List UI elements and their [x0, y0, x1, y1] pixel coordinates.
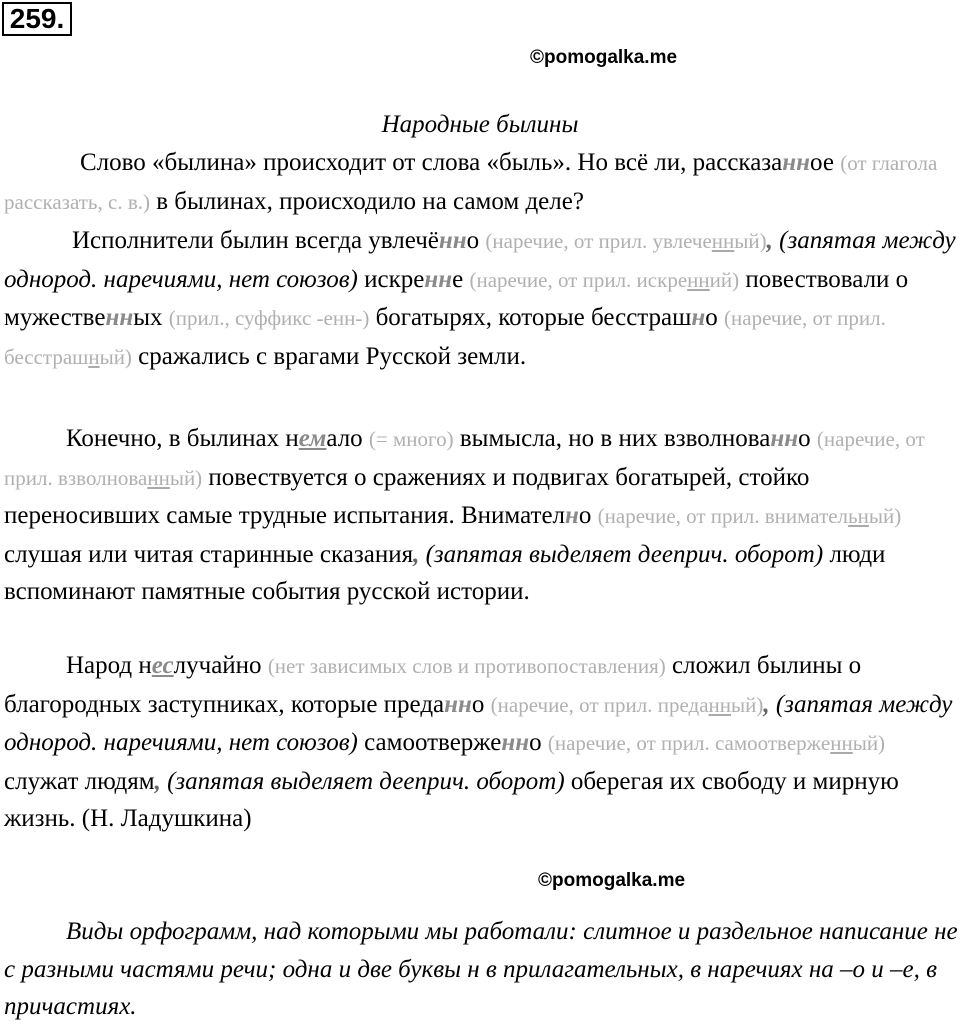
paragraph-3: [4, 420, 958, 611]
task-number-box: 259.: [2, 2, 72, 36]
p2-comment-2b: ий): [709, 267, 740, 292]
p3-text-d: слушая или читая старинные сказания: [4, 540, 414, 568]
p4-comment-3: [548, 731, 885, 755]
p1-orthogram: нн: [782, 149, 811, 176]
p2-comment-1u: нн: [711, 229, 735, 253]
p2-text-d-end: о: [705, 304, 725, 331]
p3-orthogram-c: н: [565, 502, 579, 529]
p2-comment-4u: н: [88, 344, 100, 369]
p3-orthogram-b: нн: [770, 425, 799, 452]
p2-italic-note: (запятая между однород. наречиями, нет союзов): [4, 227, 956, 293]
p4-orthogram-b: нн: [444, 690, 472, 718]
p2-comment-1a: (наречие, от прил. увлече: [485, 229, 712, 253]
p1-text: Слово «былина» происходит от слова «быль». Но всё ли, рассказа: [80, 149, 783, 176]
p2-comment-1b: ый): [734, 229, 767, 253]
p2-text-e: сражались с врагами Русской земли.: [131, 342, 527, 370]
p3-comment-1: (= много): [368, 427, 454, 451]
p2-text-c-end: ых: [133, 304, 169, 331]
p4-text-d: служат людям: [4, 767, 155, 795]
p3-orthogram-a: ем: [298, 425, 327, 452]
p4-text-a-end: лучайно: [173, 652, 268, 679]
p2-comment-3: (прил., суффикс -енн-): [168, 306, 370, 330]
p2-text-d: богатырях, которые бесстраш: [369, 304, 692, 331]
p3-comment-2b: ый): [169, 465, 203, 490]
p4-comment-3a: (наречие, от прил. самоотверже: [547, 731, 831, 755]
p4-comment-3u: нн: [830, 731, 853, 755]
p4-comment-2a: (наречие, от прил. преда: [490, 692, 709, 717]
p2-text-a-end: о: [466, 227, 486, 254]
p4-italic-note-1: (запятая между однород. наречиями, нет союзов): [4, 690, 953, 756]
p3-text-a: Конечно, в былинах н: [66, 425, 299, 452]
p4-text-c-end: о: [529, 729, 548, 756]
p2-comment-4b: ый): [99, 344, 132, 369]
p3-text-e: люди вспоминают памятные события русской истории.: [4, 540, 886, 605]
p2-comment-2a: (наречие, от прил. искре: [469, 267, 688, 292]
p2-text-b-end: е: [452, 265, 470, 293]
summary-text: Виды орфограмм, над которыми мы работали: слитное и раздельное написание не с разными частями речи; одна и две буквы н в прилагательных, в наречиях на –о и –е, в причастиях.: [4, 918, 958, 1020]
p2-comment-2u: нн: [687, 267, 710, 292]
p3-comment-3b: ый): [868, 504, 902, 528]
p4-comma-2: ,: [154, 767, 161, 795]
p3-text-a-end: ало: [326, 425, 369, 452]
p2-orthogram-a: нн: [438, 227, 467, 254]
p4-comment-3b: ый): [852, 731, 886, 755]
p3-comment-3a: (наречие, от прил. внимател: [597, 504, 849, 528]
p3-text-b: вымысла, но в них взволнова: [453, 425, 771, 452]
p4-italic-note-2: (запятая выделяет дееприч. оборот): [160, 767, 565, 795]
p2-comment-2: [469, 268, 739, 292]
p4-comment-2u: нн: [708, 692, 732, 717]
p4-orthogram-a: ес: [151, 652, 174, 679]
p2-orthogram-c: нн: [105, 304, 134, 331]
p3-italic-note: (запятая выделяет дееприч. оборот): [419, 540, 824, 568]
p3-comment-3: [598, 504, 902, 528]
watermark-top: ©pomogalka.me: [530, 47, 678, 68]
p4-text-c: самоотверже: [357, 729, 502, 756]
p4-comment-2: [491, 693, 764, 717]
p2-comment-1: [485, 229, 766, 253]
p2-comment-4a: (наречие, от прил. бесстраш: [4, 306, 886, 369]
summary-paragraph: [4, 913, 958, 1026]
p3-comment-2u: нн: [147, 465, 170, 490]
p1-comment: (от глагола рассказать, с. в.): [4, 151, 938, 214]
p4-text-e: оберегая их свободу и мирную жизнь. (Н. Ладушкина): [4, 767, 899, 832]
p2-text-c: повествовали о мужестве: [4, 265, 909, 331]
p4-orthogram-c: нн: [501, 729, 530, 756]
p4-text-b-end: о: [471, 690, 491, 718]
watermark-bottom: ©pomogalka.me: [538, 870, 686, 891]
p2-orthogram-d: н: [691, 304, 706, 331]
p2-comma-1: ,: [766, 227, 773, 254]
p4-comment-2b: ый): [731, 692, 764, 717]
p1-text-2: в былинах, происходило на самом деле?: [149, 187, 584, 215]
paragraph-4: [4, 647, 958, 838]
p3-comment-3u: ьн: [848, 504, 869, 528]
p3-text-c-end: о: [578, 502, 598, 529]
p2-orthogram-b: нн: [424, 265, 453, 293]
p2-text-b: искре: [357, 265, 425, 293]
p3-text-b-end: о: [798, 425, 817, 452]
p3-text-c: повествуется о сражениях и подвигах богатырей, стойко переносивших самые трудные испытания. Внимател: [4, 463, 810, 529]
p4-text-b: сложил былины о благородных заступниках, которые преда: [4, 652, 862, 718]
paragraph-2: [4, 222, 958, 376]
p4-comment-1: (нет зависимых слов и противопоставления): [267, 654, 666, 678]
p1-text-end: ое: [810, 149, 841, 176]
text-title: Народные былины: [381, 111, 579, 138]
p3-comma: ,: [413, 540, 420, 568]
p4-text-a: Народ н: [66, 652, 152, 679]
p4-comma-1: ,: [763, 690, 770, 718]
paragraph-1: [4, 144, 958, 221]
p2-text-a: Исполнители былин всегда увлечё: [72, 227, 439, 254]
p3-comment-2a: (наречие, от прил. взволнова: [4, 427, 925, 490]
